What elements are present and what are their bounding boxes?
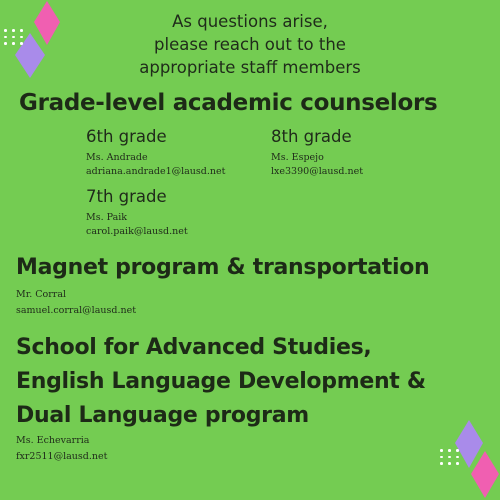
sas-heading-line: English Language Development &: [16, 369, 426, 394]
grade-label-8th: 8th grade: [271, 127, 352, 146]
magnet-contact-name: Mr. Corral: [16, 289, 67, 300]
grade-label-6th: 6th grade: [86, 127, 167, 146]
pink-diamond-shape: [471, 451, 499, 498]
magnet-contact-email: samuel.corral@lausd.net: [16, 305, 137, 316]
intro-line: As questions arise,: [172, 12, 328, 31]
counselor-email-6th: adriana.andrade1@lausd.net: [86, 166, 226, 177]
counselors-heading: Grade-level academic counselors: [19, 90, 438, 116]
counselor-name-7th: Ms. Paik: [86, 212, 128, 223]
sas-contact-email: fxr2511@lausd.net: [16, 451, 108, 462]
decorative-dots-bottom-right: [440, 449, 460, 465]
counselor-email-7th: carol.paik@lausd.net: [86, 226, 188, 237]
sas-heading-line: Dual Language program: [16, 403, 309, 428]
intro-line: please reach out to the: [154, 35, 346, 54]
counselor-email-8th: lxe3390@lausd.net: [271, 166, 364, 177]
counselor-name-6th: Ms. Andrade: [86, 152, 148, 163]
magnet-heading: Magnet program & transportation: [16, 255, 430, 280]
grade-label-7th: 7th grade: [86, 187, 167, 206]
sas-heading-line: School for Advanced Studies,: [16, 335, 372, 360]
sas-contact-name: Ms. Echevarria: [16, 435, 90, 446]
intro-message: [0, 10, 500, 79]
counselor-name-8th: Ms. Espejo: [271, 152, 324, 163]
intro-line: appropriate staff members: [139, 58, 361, 77]
